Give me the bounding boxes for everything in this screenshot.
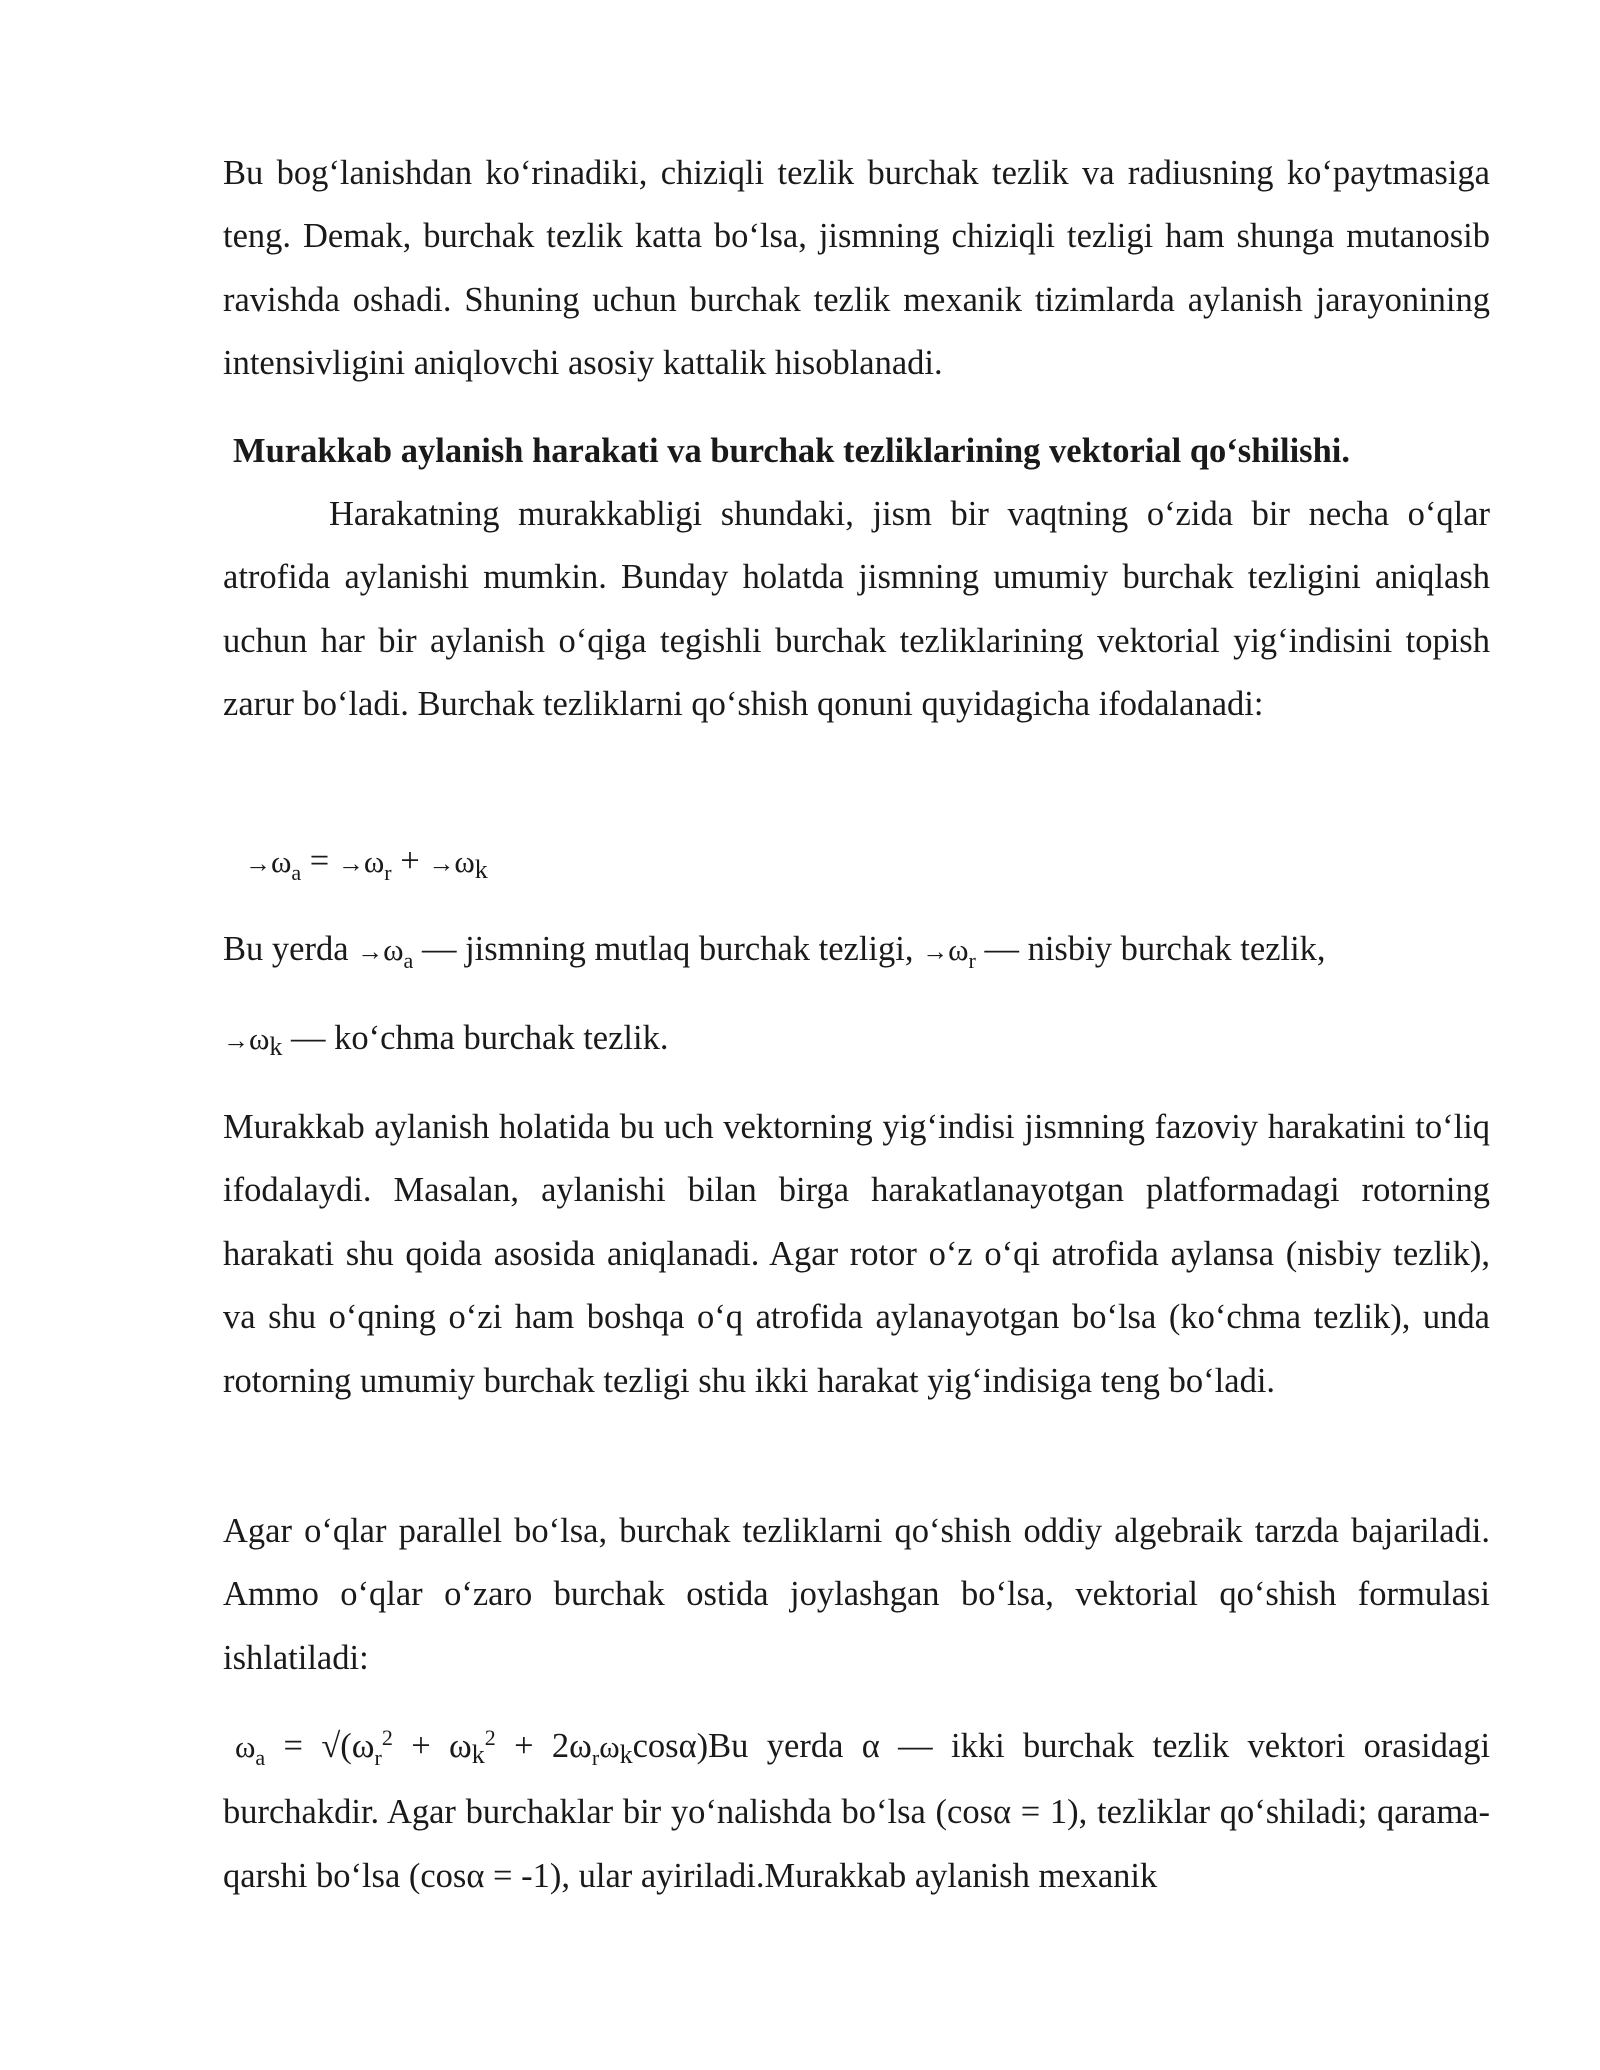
paragraph-5: $\omega_a = √(\omega_r^2 + \omega k^2 + 2\omega_r\omega kcos\alpha)Bu$ yerda α — ikki burchak tezlik vektori orasidagi burchakdir. Agar burchaklar bir yo‘nalishda bo‘lsa (cosα = 1), tezliklar qo‘shiladi; qarama-qarshi bo‘lsa (cosα = -1), ular ayiriladi.Murakkab aylanish mexanik [223, 1725, 1491, 1895]
paragraph-4: Agar o‘qlar parallel bo‘lsa, burchak tezliklarni qo‘shish oddiy algebraik tarzda bajariladi. Ammo o‘qlar o‘zaro burchak ostida joylashgan bo‘lsa, vektorial qo‘shish formulasi ishlatiladi: [223, 1512, 1490, 1677]
section-heading: Murakkab aylanish harakati va burchak tezliklarining vektorial qo‘shilishi. [233, 432, 1350, 470]
definition-line-2: →ωk — ko‘chma burchak tezlik. [223, 1019, 669, 1061]
paragraph-2: Harakatning murakkabligi shundaki, jism bir vaqtning o‘zida bir necha o‘qlar atrofida aylanishi mumkin. Bunday holatda jismning umumiy burchak tezligini aniqlash uchun har bir aylanish o‘qiga tegishli burchak tezliklarining vektorial yig‘indisini topish zarur bo‘ladi. Burchak tezliklarni qo‘shish qonuni quyidagicha ifodalanadi: [223, 495, 1490, 724]
paragraph-1: Bu bog‘lanishdan ko‘rinadiki, chiziqli tezlik burchak tezlik va radiusning ko‘paytmasiga teng. Demak, burchak tezlik katta bo‘lsa, jismning chiziqli tezligi ham shunga mutanosib ravishda oshadi. Shuning uchun burchak tezlik mexanik tizimlarda aylanish jarayonining intensivligini aniqlovchi asosiy kattalik hisoblanadi. [223, 154, 1490, 383]
definition-line-1: Bu yerda $\to\omega_a$ — jismning mutlaq burchak tezligi, $\to\omega_r$ — nisbiy burchak tezlik, [223, 930, 1326, 973]
formula-vector-sum: $\to\omega_a = \to\omega_r + \to\omega k$ [245, 842, 488, 885]
paragraph-3: Murakkab aylanish holatida bu uch vektorning yig‘indisi jismning fazoviy harakatini to‘liq ifodalaydi. Masalan, aylanishi bilan birga harakatlanayotgan platformadagi rotorning harakati shu qoida asosida aniqlanadi. Agar rotor o‘z o‘qi atrofida aylansa (nisbiy tezlik), va shu o‘qning o‘zi ham boshqa o‘q atrofida aylanayotgan bo‘lsa (ko‘chma tezlik), unda rotorning umumiy burchak tezligi shu ikki harakat yig‘indisiga teng bo‘ladi. [223, 1108, 1490, 1400]
formula-magnitude: $\omega_a = √(\omega_r^2 + \omega k^2 + 2\omega_r\omega kcos\alpha)$ [235, 1725, 709, 1770]
